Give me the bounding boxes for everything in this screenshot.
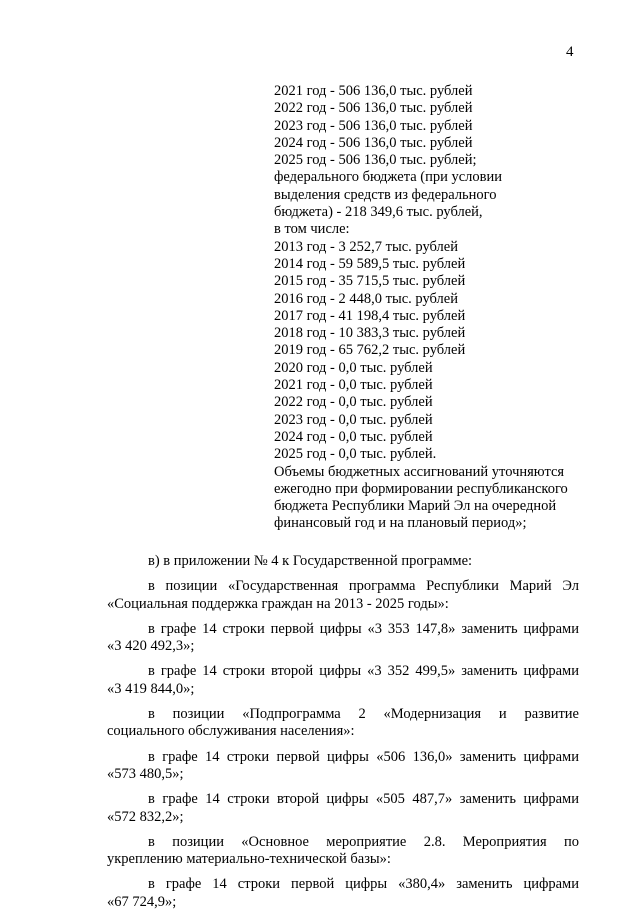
amendment-item (107, 791, 579, 826)
federal-line: 2016 год - 2 448,0 тыс. рублей (274, 290, 458, 307)
federal-line: 2019 год - 65 762,2 тыс. рублей (274, 342, 466, 359)
amendment-text: «67 724,9»; (107, 893, 177, 910)
federal-line: 2017 год - 41 198,4 тыс. рублей (274, 307, 466, 324)
federal-line: 2021 год - 0,0 тыс. рублей (274, 377, 433, 394)
amendment-text: «3 420 492,3»; (107, 638, 195, 655)
clarification-line: Объемы бюджетных ассигнований уточняются (274, 463, 565, 480)
section-v-heading: в) в приложении № 4 к Государственной программе: (148, 553, 473, 569)
amendment-item (107, 578, 579, 613)
federal-header-line: выделения средств из федерального (274, 186, 497, 203)
amendments-section (107, 553, 579, 911)
federal-header-line: бюджета) - 218 349,6 тыс. рублей, (274, 204, 483, 221)
amendment-text: в позиции «Государственная программа Республики Марий Эл (148, 578, 579, 595)
amendment-text: в графе 14 строки первой цифры «380,4» заменить цифрами (148, 876, 579, 893)
amendment-text: «572 832,2»; (107, 808, 184, 825)
federal-line: 2023 год - 0,0 тыс. рублей (274, 411, 433, 428)
federal-line: 2018 год - 10 383,3 тыс. рублей (274, 325, 466, 342)
amendment-text: в позиции «Основное мероприятие 2.8. Мероприятия по (148, 833, 579, 850)
federal-line: 2014 год - 59 589,5 тыс. рублей (274, 255, 466, 272)
amendment-text: «3 419 844,0»; (107, 680, 195, 697)
federal-header-line: федерального бюджета (при условии (274, 169, 503, 186)
amendment-text: в графе 14 строки первой цифры «3 353 147,8» заменить цифрами (148, 620, 579, 637)
amendment-item (107, 876, 579, 911)
funding-column (274, 83, 579, 533)
amendment-text: в графе 14 строки второй цифры «505 487,7» заменить цифрами (148, 791, 579, 808)
budget-line: 2023 год - 506 136,0 тыс. рублей (274, 117, 473, 134)
amendment-item (107, 621, 579, 656)
federal-line: 2024 год - 0,0 тыс. рублей (274, 428, 433, 445)
federal-line: 2013 год - 3 252,7 тыс. рублей (274, 238, 458, 255)
budget-line: 2022 год - 506 136,0 тыс. рублей (274, 100, 473, 117)
amendment-item (107, 706, 579, 741)
amendment-item (107, 663, 579, 698)
budget-line: 2024 год - 506 136,0 тыс. рублей (274, 134, 473, 151)
clarification-line: ежегодно при формировании республиканского (274, 480, 568, 497)
federal-line: 2025 год - 0,0 тыс. рублей. (274, 446, 437, 463)
amendment-text: «Социальная поддержка граждан на 2013 - 2025 годы»: (107, 595, 449, 612)
budget-line: 2025 год - 506 136,0 тыс. рублей; (274, 152, 477, 169)
page-number: 4 (566, 44, 574, 60)
amendment-text: в графе 14 строки второй цифры «3 352 499,5» заменить цифрами (148, 663, 579, 680)
federal-line: 2015 год - 35 715,5 тыс. рублей (274, 273, 466, 290)
clarification-line: финансовый год и на плановый период»; (274, 515, 527, 532)
budget-line: 2021 год - 506 136,0 тыс. рублей (274, 83, 473, 99)
amendment-text: укреплению материально-технической базы»: (107, 851, 391, 868)
amendment-item (107, 834, 579, 869)
amendment-text: социального обслуживания населения»: (107, 723, 355, 740)
amendment-text: в графе 14 строки первой цифры «506 136,0» заменить цифрами (148, 748, 579, 765)
amendment-item (107, 749, 579, 784)
clarification-line: бюджета Республики Марий Эл на очередной (274, 498, 557, 515)
federal-line: 2020 год - 0,0 тыс. рублей (274, 359, 433, 376)
in-total-label: в том числе: (274, 221, 350, 238)
federal-line: 2022 год - 0,0 тыс. рублей (274, 394, 433, 411)
amendment-text: в позиции «Подпрограмма 2 «Модернизация и развитие (148, 706, 579, 723)
amendment-text: «573 480,5»; (107, 765, 184, 782)
